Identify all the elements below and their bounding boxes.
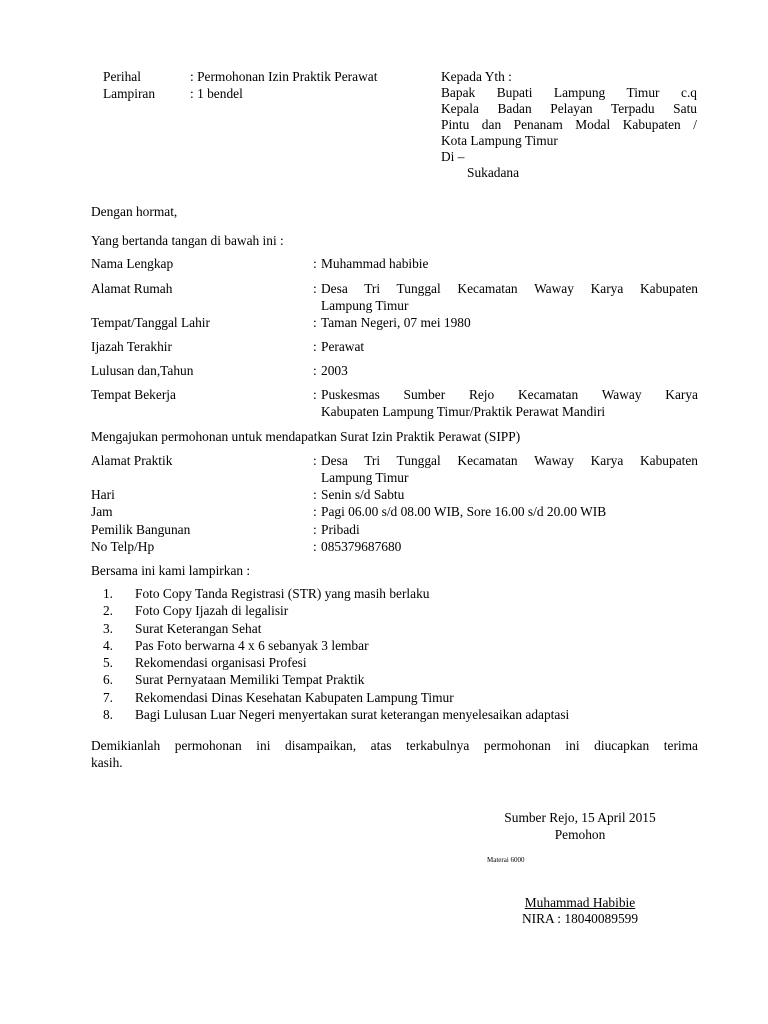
perihal-row [103,68,377,85]
list-item: 5. Rekomendasi organisasi Profesi [102,655,307,671]
field-label: Pemilik Bangunan [91,522,191,537]
field-value: Muhammad habibie [321,256,429,271]
field-jam: Jam : Pagi 06.00 s/d 08.00 WIB, Sore 16.00 s/d 20.00 WIB [91,503,698,520]
field-tempat-tanggal-lahir: Tempat/Tanggal Lahir : Taman Negeri, 07 mei 1980 [91,314,698,331]
recipient-block [441,68,697,180]
field-label: Tempat/Tanggal Lahir [91,315,210,330]
field-value: Lampung Timur [321,298,409,313]
field-value: Kabupaten Lampung Timur/Praktik Perawat Mandiri [321,404,606,419]
field-value: Senin s/d Sabtu [321,487,405,502]
field-value: Perawat [321,339,365,354]
materai-stamp-label: Materai 6000 [487,856,525,864]
signer-name: Muhammad Habibie [524,895,636,910]
perihal-value: : Permohonan Izin Praktik Perawat [190,69,378,84]
list-item: 8. Bagi Lulusan Luar Negeri menyertakan surat keterangan menyelesaikan adaptasi [102,707,570,723]
lampiran-label: Lampiran [103,86,156,101]
field-tempat-bekerja: Tempat Bekerja : Puskesmas Sumber Rejo Kecamatan Waway Karya Kabupaten Lampung Timur/Praktik Perawat Mandiri [91,387,698,419]
field-alamat-praktik: Alamat Praktik : Desa Tri Tunggal Kecamatan Waway Karya Kabupaten Lampung Timur [91,453,698,485]
recipient-line: Kepala Badan Pelayan Terpadu Satu [441,101,697,116]
field-value: Pagi 06.00 s/d 08.00 WIB, Sore 16.00 s/d 20.00 WIB [321,504,607,519]
attachment-text: Bagi Lulusan Luar Negeri menyertakan surat keterangan menyelesaikan adaptasi [135,707,570,723]
field-value: Lampung Timur [321,470,409,485]
recipient-line: Di – [441,149,465,164]
closing-line: kasih. [91,755,123,770]
closing-paragraph [91,737,698,771]
field-label: Alamat Praktik [91,453,173,468]
list-item: 1. Foto Copy Tanda Registrasi (STR) yang masih berlaku [102,586,430,601]
field-value: Puskesmas Sumber Rejo Kecamatan Waway Karya [321,387,698,402]
lampiran-value: : 1 bendel [190,86,243,101]
field-value: Pribadi [321,522,360,537]
field-label: No Telp/Hp [91,539,155,554]
field-label: Nama Lengkap [91,256,174,271]
attachment-text: Foto Copy Ijazah di legalisir [135,603,289,619]
field-label: Alamat Rumah [91,281,173,296]
signer-role: Pemohon [554,827,606,842]
field-lulusan-tahun: Lulusan dan,Tahun : 2003 [91,362,698,379]
field-label: Ijazah Terakhir [91,339,172,354]
attachments-list [91,585,698,723]
field-ijazah-terakhir: Ijazah Terakhir : Perawat [91,338,698,355]
field-hari: Hari : Senin s/d Sabtu [91,486,698,503]
place-date: Sumber Rejo, 15 April 2015 [504,810,656,825]
attachment-text: Foto Copy Tanda Registrasi (STR) yang masih berlaku [135,586,430,601]
attachment-text: Surat Pernyataan Memiliki Tempat Praktik [135,672,365,688]
list-item: 3. Surat Keterangan Sehat [102,620,262,636]
field-value: Taman Negeri, 07 mei 1980 [321,315,471,330]
recipient-line: Kota Lampung Timur [441,133,558,148]
recipient-line: Pintu dan Penanam Modal Kabupaten / [441,117,697,132]
field-label: Lulusan dan,Tahun [91,363,194,378]
field-value: 085379687680 [321,539,402,554]
intro-text: Yang bertanda tangan di bawah ini : [91,233,284,248]
field-value: Desa Tri Tunggal Kecamatan Waway Karya Kabupaten [321,281,698,296]
closing-line: Demikianlah permohonan ini disampaikan, atas terkabulnya permohonan ini diucapkan terima [91,738,698,753]
recipient-line: Kepada Yth : [441,69,512,84]
attachment-text: Pas Foto berwarna 4 x 6 sebanyak 3 lembar [135,637,369,653]
perihal-label: Perihal [103,69,141,84]
list-item: 2. Foto Copy Ijazah di legalisir [102,603,289,619]
greeting: Dengan hormat, [91,204,178,219]
field-no-telp: No Telp/Hp : 085379687680 [91,538,698,555]
letter-subject-block [103,68,377,102]
attachment-text: Rekomendasi organisasi Profesi [135,655,307,671]
list-item: 4. Pas Foto berwarna 4 x 6 sebanyak 3 lembar [102,637,369,653]
attachment-text: Rekomendasi Dinas Kesehatan Kabupaten Lampung Timur [135,689,454,705]
recipient-line: Bapak Bupati Lampung Timur c.q [441,85,697,100]
request-text: Mengajukan permohonan untuk mendapatkan Surat Izin Praktik Perawat (SIPP) [91,429,521,444]
list-item: 7. Rekomendasi Dinas Kesehatan Kabupaten Lampung Timur [102,689,454,705]
list-item: 6. Surat Pernyataan Memiliki Tempat Praktik [102,672,365,688]
field-value: Desa Tri Tunggal Kecamatan Waway Karya Kabupaten [321,453,698,468]
attachments-intro: Bersama ini kami lampirkan : [91,563,251,578]
field-label: Tempat Bekerja [91,387,176,402]
field-value: 2003 [321,363,348,378]
field-nama-lengkap: Nama Lengkap : Muhammad habibie [91,255,698,272]
field-alamat-rumah: Alamat Rumah : Desa Tri Tunggal Kecamatan Waway Karya Kabupaten Lampung Timur [91,281,698,313]
lampiran-row [103,85,377,102]
recipient-city: Sukadana [467,165,520,180]
attachment-text: Surat Keterangan Sehat [135,620,262,636]
field-label: Jam [91,504,113,519]
field-pemilik-bangunan: Pemilik Bangunan : Pribadi [91,521,698,538]
field-label: Hari [91,487,115,502]
signer-nira: NIRA : 18040089599 [521,911,639,926]
